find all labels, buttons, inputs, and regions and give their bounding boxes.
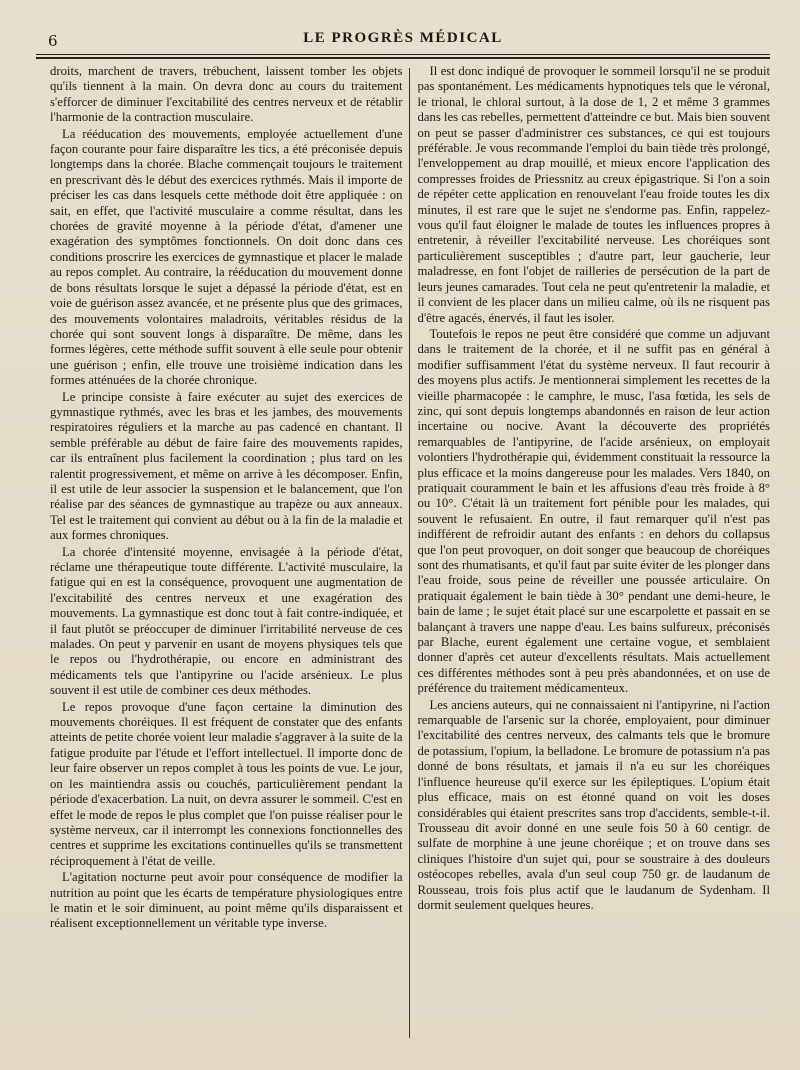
paragraph: L'agitation nocturne peut avoir pour conséquence de modifier la nutrition au point que les écarts de température physiologiques entre le matin et le soir diminuent, au point même qu'ils disparaissent et réalisent exceptionnellement un véritable type inverse. [50, 870, 403, 931]
page-number: 6 [48, 32, 59, 50]
left-column [50, 64, 403, 1042]
paragraph: Toutefois le repos ne peut être considéré que comme un adjuvant dans le traitement de la chorée, et il ne suffit pas en général à modifier suffisamment l'état du système nerveux. Il faut recourir à des moyens plus actifs. Je mentionnerai simplement les recettes de la vieille pharmacopée : le camphre, le musc, l'asa fœtida, les sels de zinc, qui sont depuis longtemps abandonnés en raison de leur action incertaine ou nocive. Avant la découverte des propriétés remarquables de l'antipyrine, de l'acide arsénieux, on employait volontiers l'hydrothérapie qui, évidemment constituait la ressource la plus efficace et la moins dangereuse pour les malades. Vers 1840, on pratiquait couramment le bain et les affusions d'eau très froide à 8° ou 10°. C'était là un traitement fort pénible pour les malades, qui souvent le refusaient. En outre, il faut remarquer qu'il n'est pas indifférent de refroidir autant des enfants : en dehors du collapsus que l'on peut provoquer, on doit songer que beaucoup de choréiques sont des rhumatisants, et qu'il faut par suite éviter de les plonger dans l'eau froide, sous peine de réveiller une poussée articulaire. On pratiquait également le bain tiède à 30° pendant une demi-heure, le bain de lame ; le sujet était placé sur une escarpolette et passait en se balançant à travers une nappe d'eau. Les bains sulfureux, préconisés par Blache, eurent également une certaine vogue, et semblaient donner d'après cet auteur d'excellents résultats. Mais actuellement ces différentes méthodes sont à peu près abandonnées, et on use de préférence du traitement médicamenteux. [417, 326, 770, 696]
column-divider [409, 68, 410, 1038]
header-rule [36, 54, 770, 59]
paragraph: Il est donc indiqué de provoquer le sommeil lorsqu'il ne se produit pas spontanément. Les médicaments hypnotiques tels que le véronal, le trional, le chloral surtout, à la dose de 1, 2 et même 3 grammes dans les cas rebelles, permettent d'atteindre ce but. Mais bien souvent on peut se passer d'administrer ces substances, ce qui est toujours préférable. Je vous recommande l'emploi du bain tiède très prolongé, l'enveloppement au drap mouillé, et mieux encore l'application des compresses froides de Priessnitz au creux épigastrique. Si l'on a soin de répéter cette application en renouvelant l'eau froide toutes les dix minutes, il est rare que le sujet ne s'endorme pas. Enfin, rappelez-vous qu'il faut éloigner le malade de toutes les influences propres à entretenir, à réveiller l'excitabilité nerveuse. Les choréiques sont particulièrement susceptibles ; d'autre part, leur gaucherie, leur maladresse, en font l'objet de railleries de persécution de la part de leurs jeunes camarades. Tout cela ne peut qu'entretenir la maladie, et il convient de les placer dans un milieu calme, où ils ne risquent pas d'être agacés, énervés, il faut les isoler. [417, 64, 770, 325]
paragraph: La chorée d'intensité moyenne, envisagée à la période d'état, réclame une thérapeutique toute différente. L'activité musculaire, la fatigue qui en est la conséquence, provoquent une augmentation de l'excitabilité des centres nerveux et une exagération des mouvements. La gymnastique est donc tout à fait contre-indiquée, et il faut plutôt se préoccuper de diminuer l'irritabilité nerveuse de ces malades. On peut y parvenir en usant de moyens physiques tels que le repos ou l'hydrothérapie, ou encore en administrant des médicaments tels que l'antipyrine ou l'acide arsénieux. Le plus souvent il est utile de combiner ces deux méthodes. [50, 544, 403, 698]
paragraph: Le principe consiste à faire exécuter au sujet des exercices de gymnastique rythmés, avec les bras et les jambes, des mouvements respiratoires réguliers et la marche au pas cadencé en chantant. Il semble préférable au début de faire faire des mouvements rapides, car ils entraînent plus facilement la coordination ; plus tard on les ralentit progressivement, et même on arrive à les décomposer. Enfin, il est utile de leur associer la suspension et le balancement, que l'on réalise par des séances de gymnastique au trapèze ou aux anneaux. Tel est le traitement qui convient au début ou à la fin de la maladie et aux formes chroniques. [50, 389, 403, 543]
paragraph: Les anciens auteurs, qui ne connaissaient ni l'antipyrine, ni l'action remarquable de l'arsenic sur la chorée, employaient, pour diminuer l'excitabilité des centres nerveux, des calmants tels que le bromure de potassium, l'opium, la belladone. Le bromure de potassium n'a pas donné de bons résultats, et jamais il n'a eu sur les choréiques l'influence heureuse qu'il exerce sur les épileptiques. L'opium était plus efficace, mais on est étonné quand on voit les doses considérables qui étaient prescrites sans trop d'accidents, semble-t-il. Trousseau dit avoir donné en une seule fois 50 à 60 centigr. de sulfate de morphine à une jeune choréique ; et on trouve dans ses cliniques l'histoire d'un sujet qui, pour se soustraire à des douleurs ostéocopes rebelles, avala d'un seul coup 750 gr. de laudanum de Rousseau, trois fois plus actif que le laudanum de Sydenham. Il dormit seulement quelques heures. [417, 697, 770, 912]
right-column [418, 64, 771, 1042]
text-columns [50, 64, 770, 1042]
paragraph: droits, marchent de travers, trébuchent, laissent tomber les objets qu'ils tiennent à la main. On devra donc au cours du traitement s'efforcer de diminuer l'excitabilité des centres nerveux et de rétablir l'harmonie de la contraction musculaire. [50, 64, 403, 125]
journal-title: LE PROGRÈS MÉDICAL [303, 30, 503, 46]
paragraph: La rééducation des mouvements, employée actuellement d'une façon courante pour faire disparaître les tics, a été préconisée depuis longtemps dans la chorée. Blache commençait toujours le traitement en prescrivant dès le début des exercices rythmés. Mais il importe de préciser les cas dans lesquels cette méthode doit être appliquée : on sait, en effet, que l'activité musculaire a comme résultat, dans les chorées de gravité moyenne à la période d'état, d'amener une exagération des symptômes fonctionnels. On doit donc dans ces conditions proscrire les exercices de gymnastique et placer le malade au repos complet. Au contraire, la rééducation du mouvement donne de bons résultats lorsque le sujet a dépassé la période d'état, est en voie de guérison assez avancée, et ne présente plus que des grimaces, des mouvements volontaires maladroits, véritables résidus de la chorée qui sont souvent longs à disparaître. De même, dans les formes légères, cette méthode suffit souvent à elle seule pour obtenir une guérison ; enfin, elle trouve une troisième indication dans les formes atténuées de la chorée chronique. [50, 126, 403, 388]
paragraph: Le repos provoque d'une façon certaine la diminution des mouvements choréiques. Il est fréquent de constater que des enfants atteints de petite chorée voient leur maladie s'aggraver à la suite de la fatigue produite par l'étude et l'effort intellectuel. Il importe donc de leur faire observer un repos complet à tous les points de vue. Le jour, on les maintiendra assis ou couchés, particulièrement pendant la période d'exacerbation. La nuit, on devra assurer le sommeil. C'est en effet le mode de repos le plus complet que l'on puisse réaliser pour le système nerveux, car il interrompt les connexions fonctionnelles des centres et supprime les excitations continuelles qu'ils se transmettent réciproquement à l'état de veille. [50, 699, 403, 868]
page-header [36, 28, 770, 54]
